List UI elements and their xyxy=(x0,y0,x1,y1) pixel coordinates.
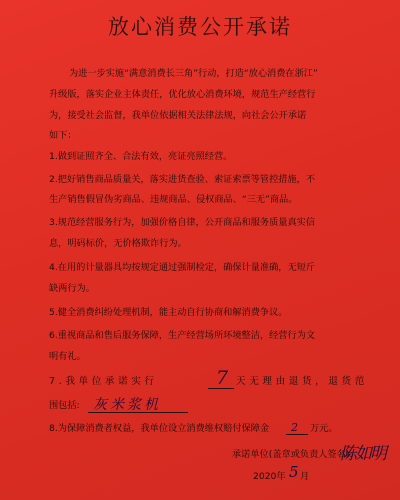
intro-line-4: 如下： xyxy=(49,130,77,141)
item-8-prefix: 8.为保障消费者权益，我单位设立消费维权赔付保障金 xyxy=(49,423,270,434)
item-8-amount-value: 2 xyxy=(291,421,298,434)
item-7-days-value: 7 xyxy=(216,367,229,389)
signature-label: 承诺单位(盖章或负责人签名): xyxy=(232,449,353,460)
intro-line-2: 升级版，落实企业主体责任，优化放心消费环境，规范生产经营行 xyxy=(49,89,316,100)
intro-line-1: 为进一步实施“满意消费长三角”行动，打造“放心消费在浙江” xyxy=(69,68,318,79)
item-6-line-1: 6.重视商品和售后服务保障，生产经营场所环境整洁，经营行为文 xyxy=(49,330,316,341)
item-7-scope-value: 灰米浆机 xyxy=(93,397,161,413)
item-1-line-1: 1.做到证照齐全、合法有效，亮证亮照经营。 xyxy=(49,151,233,162)
item-3-line-2: 息，明码标价，无价格欺诈行为。 xyxy=(49,238,187,249)
item-4-line-2: 缺两行为。 xyxy=(49,283,95,294)
item-8-suffix: 万元。 xyxy=(310,423,338,434)
item-8-amount-blank xyxy=(286,434,308,435)
page-title: 放心消费公开承诺 xyxy=(108,15,292,39)
item-7-suffix: 天无理由退货，退货范 xyxy=(236,376,368,387)
signature-name: 陈如明 xyxy=(340,444,385,464)
date-year: 2020年 xyxy=(253,471,286,482)
item-2-line-1: 2.把好销售商品质量关，落实进货查验、索证索票等管控措施，不 xyxy=(49,174,316,185)
item-4-line-1: 4.在用的计量器具均按规定通过强制检定，确保计量准确，无短斤 xyxy=(49,262,316,273)
item-3-line-1: 3.规范经营服务行为，加强价格自律，公开商品和服务质量真实信 xyxy=(49,217,316,228)
intro-line-3: 为，接受社会监督，我单位依据相关法律法规，向社会公开承诺 xyxy=(49,110,307,121)
item-7-prefix: 7.我单位承诺实行 xyxy=(49,376,158,387)
item-5-line-1: 5.健全消费纠纷处理机制，能主动自行协商和解消费争议。 xyxy=(49,307,288,318)
item-2-line-2: 生产销售假冒伪劣商品、违规商品、侵权商品、“三无”商品。 xyxy=(49,194,298,205)
item-6-line-2: 明有礼。 xyxy=(49,351,86,362)
item-7-line-2: 围包括: xyxy=(49,400,80,411)
date-month-suffix: 月 xyxy=(300,471,310,482)
date-month-value: 5 xyxy=(289,463,299,481)
